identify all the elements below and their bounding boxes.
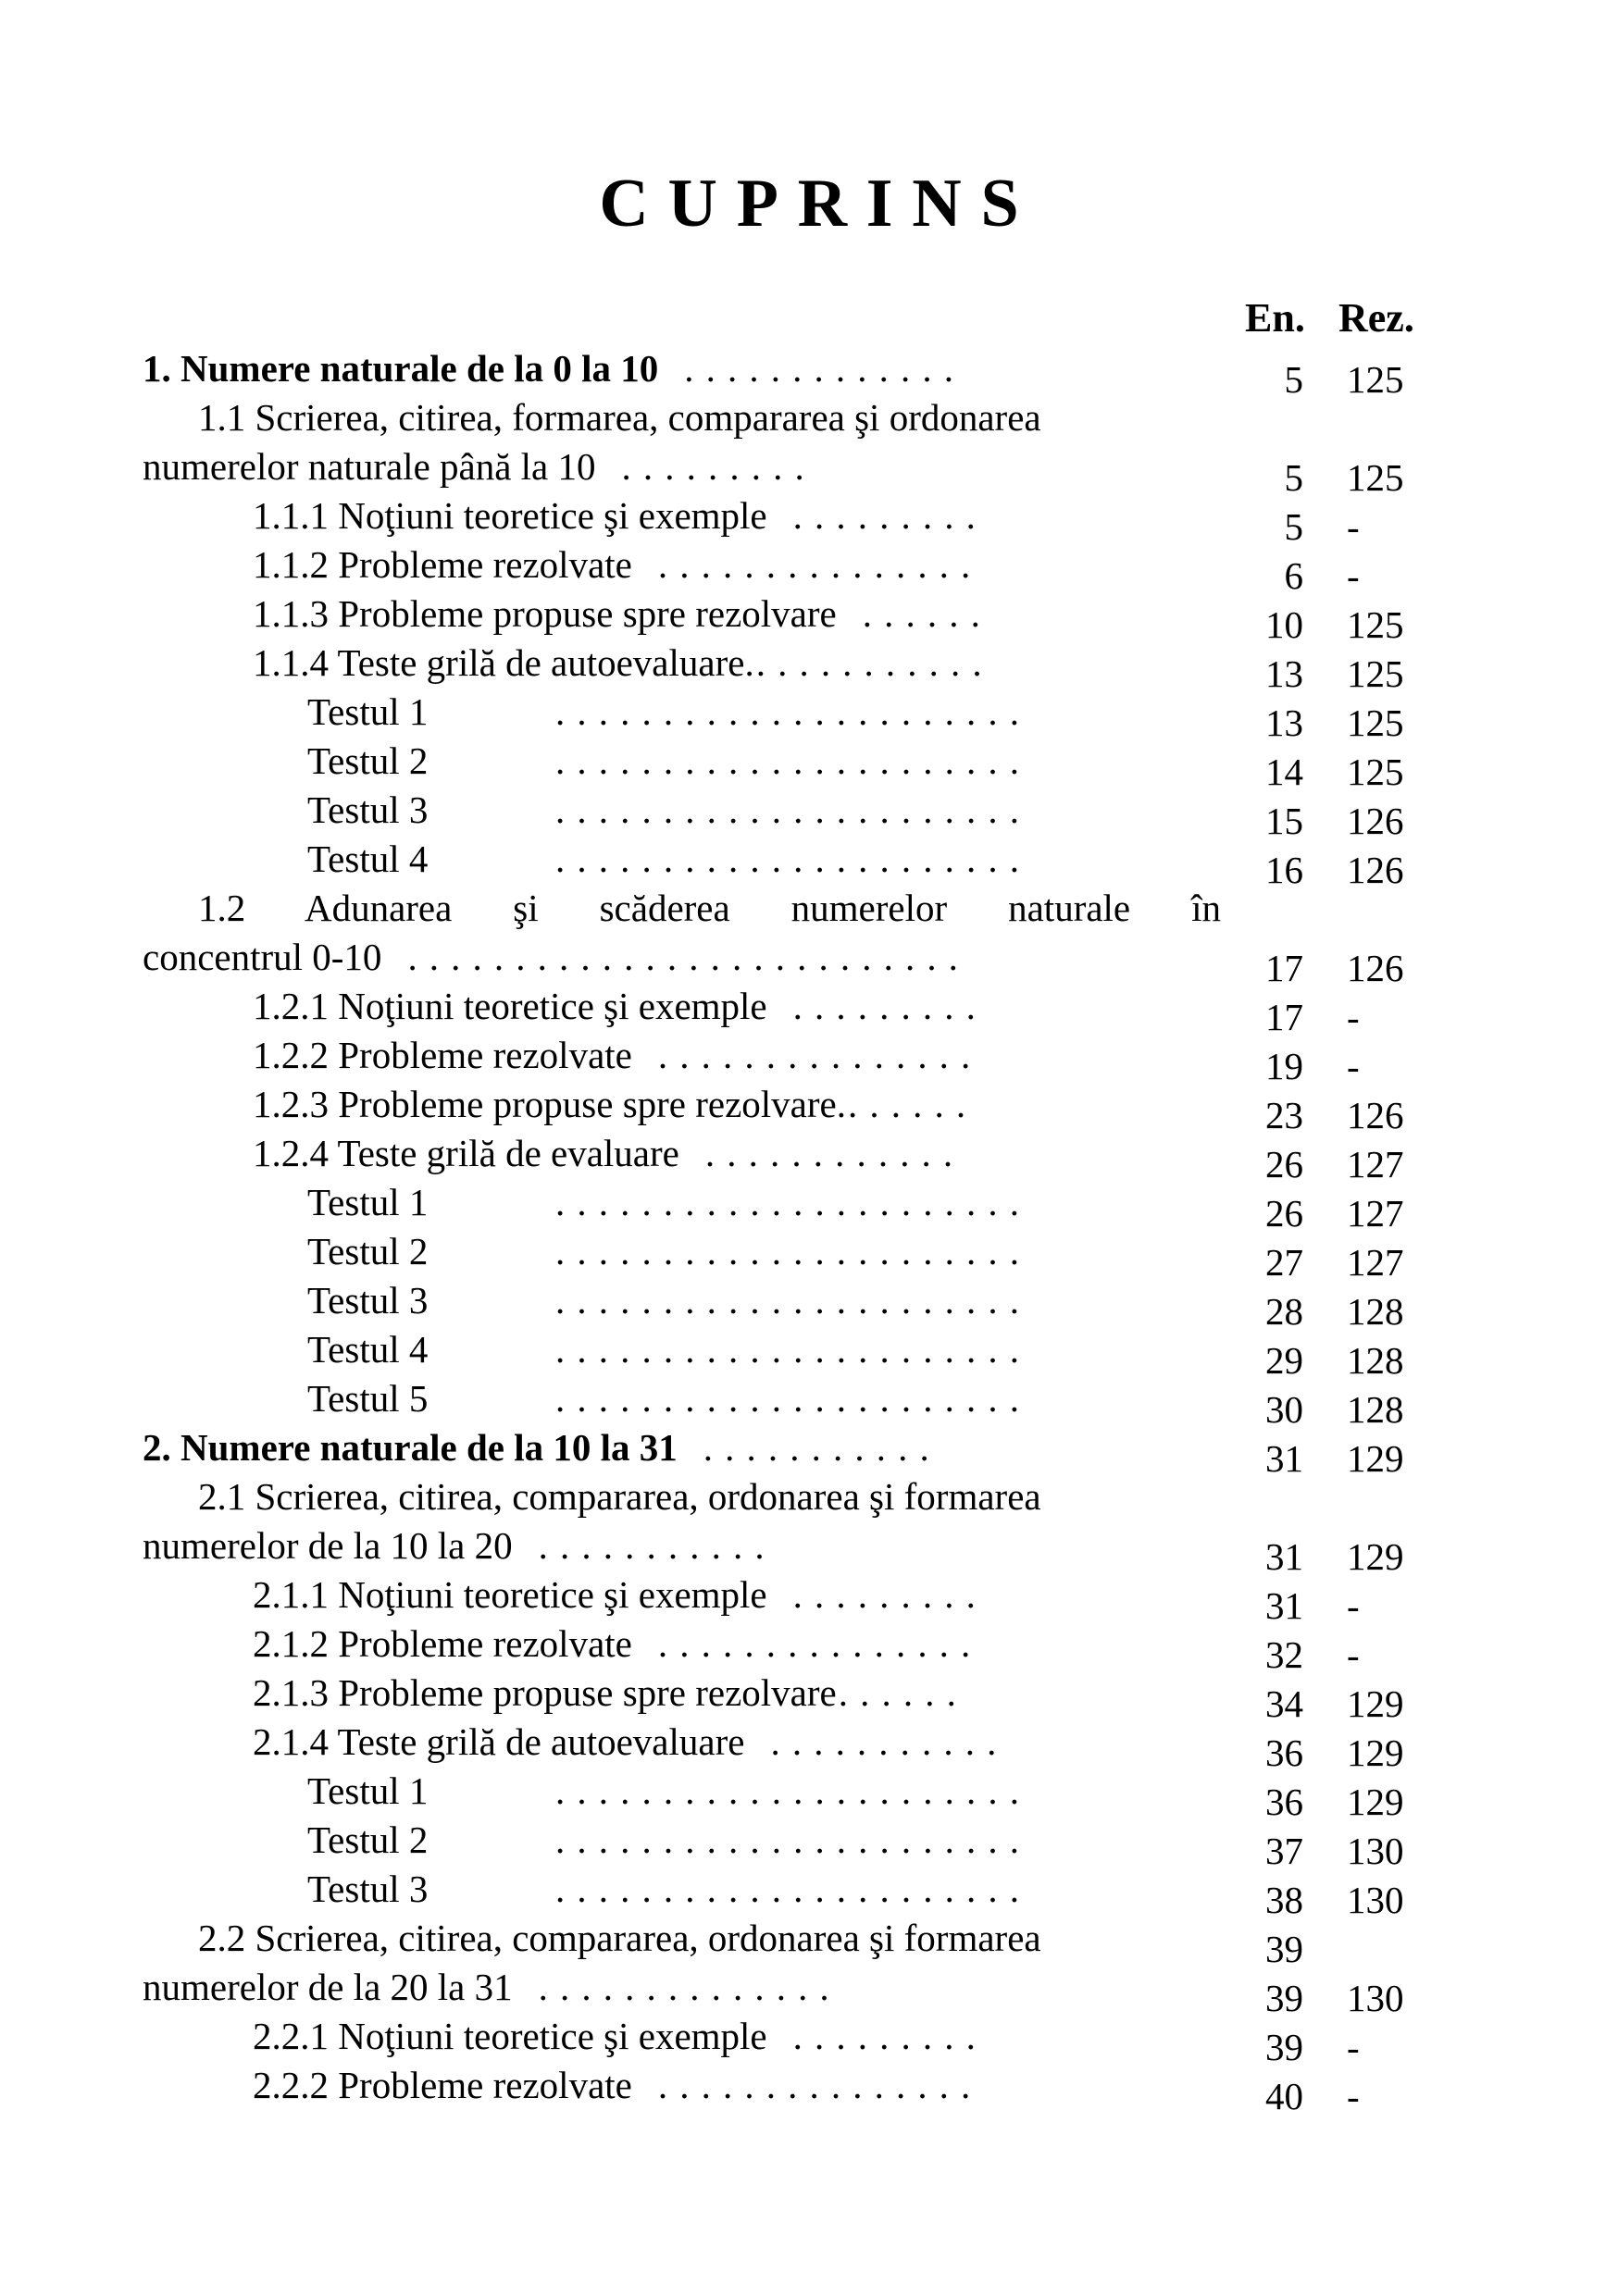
column-header-en: En.	[1245, 295, 1305, 341]
page-en: 34	[1265, 1682, 1303, 1725]
toc-entry	[143, 1423, 1438, 1480]
toc-entry-label: 2.1.3 Probleme propuse spre rezolvare	[253, 1671, 837, 1714]
toc-entry-label: Testul 1	[307, 1769, 429, 1812]
toc-entry-title	[307, 1816, 1031, 1865]
leader-dots: ......................	[555, 739, 1032, 782]
toc-entry	[143, 835, 1438, 891]
toc-entry	[143, 540, 1438, 597]
toc-entry-title	[307, 1374, 1031, 1423]
toc-entry	[143, 1767, 1438, 1823]
toc-entry-title	[143, 1423, 941, 1472]
page-rez: 125	[1347, 603, 1404, 646]
toc-entry-label: 2.1.2 Probleme rezolvate	[253, 1622, 632, 1665]
toc-entry-label: numerelor naturale până la 10	[143, 445, 596, 488]
toc-entry-label: 1.2.1 Noţiuni teoretice şi exemple	[253, 985, 767, 1027]
toc-entry-label: 1.1.4 Teste grilă de autoevaluare.	[253, 641, 754, 684]
toc-entry-label: 1.2.4 Teste grilă de evaluare	[253, 1132, 679, 1174]
page-rez: -	[1347, 1633, 1360, 1676]
toc-entry	[143, 1521, 1438, 1578]
toc-entry-label: 1.1.3 Probleme propuse spre rezolvare	[253, 592, 837, 635]
toc-entry-label: Testul 2	[307, 1230, 429, 1272]
toc-entry	[143, 1325, 1438, 1382]
toc-entry-title	[307, 1227, 1031, 1276]
page-en: 39	[1265, 1928, 1303, 1970]
toc-entry-label: Testul 2	[307, 1818, 429, 1861]
page-en: 16	[1265, 849, 1303, 891]
toc-entry-label: Testul 1	[307, 1181, 429, 1223]
toc-entry-title	[307, 1178, 1031, 1227]
toc-entry-label: Testul 5	[307, 1377, 429, 1420]
page-rez: 127	[1347, 1192, 1404, 1235]
toc-entry	[143, 2061, 1438, 2117]
page-rez: -	[1347, 505, 1360, 548]
page-en: 17	[1265, 947, 1303, 989]
leader-dots: ......................	[555, 788, 1032, 831]
toc-entry-title	[253, 1718, 1009, 1767]
toc-entry-title	[198, 1472, 1041, 1521]
page-rez: -	[1347, 1584, 1360, 1627]
toc-entry	[143, 491, 1438, 548]
page-rez: -	[1347, 554, 1360, 597]
page-rez: 129	[1347, 1781, 1404, 1823]
leader-dots: ......................	[555, 690, 1032, 733]
leader-dots: ...........	[538, 1524, 777, 1567]
page-rez: 129	[1347, 1731, 1404, 1774]
toc-entry-label: 1.2.3 Probleme propuse spre rezolvare.	[253, 1083, 846, 1125]
page-en: 13	[1265, 701, 1303, 744]
page-en: 14	[1265, 751, 1303, 793]
toc-entry-title	[198, 393, 1041, 442]
page-rez: 128	[1347, 1290, 1404, 1333]
page-rez: 126	[1347, 947, 1404, 989]
page-en: 30	[1265, 1388, 1303, 1431]
toc-entry	[143, 1718, 1438, 1774]
toc-entry-label: Testul 1	[307, 690, 429, 733]
table-of-contents	[143, 344, 1438, 2117]
toc-entry	[143, 1620, 1438, 1676]
toc-entry	[143, 344, 1438, 401]
page-en: 31	[1265, 1437, 1303, 1480]
page-rez: 129	[1347, 1682, 1404, 1725]
toc-entry	[143, 393, 1438, 442]
page-en: 5	[1284, 358, 1303, 401]
toc-entry	[143, 1472, 1438, 1521]
page-rez: 126	[1347, 800, 1404, 842]
toc-entry-title	[143, 344, 965, 393]
toc-entry-label: 1.1.2 Probleme rezolvate	[253, 543, 632, 586]
toc-entry-title	[253, 540, 982, 590]
leader-dots: ......	[838, 1671, 968, 1714]
toc-entry	[143, 1816, 1438, 1872]
toc-entry-label: concentrul 0-10	[143, 936, 382, 978]
toc-entry	[143, 1865, 1438, 1921]
toc-entry-title	[143, 933, 970, 982]
page-en: 40	[1265, 2075, 1303, 2117]
toc-entry	[143, 933, 1438, 989]
toc-entry-label: Testul 4	[307, 1328, 429, 1371]
toc-entry-label: 2.1.4 Teste grilă de autoevaluare	[253, 1720, 745, 1763]
toc-entry-label: 2.1 Scrierea, citirea, compararea, ordonarea şi formarea	[198, 1475, 1041, 1518]
leader-dots: ...............	[657, 1622, 983, 1665]
toc-entry-label: 2.2.2 Probleme rezolvate	[253, 2064, 632, 2106]
page-rez: 130	[1347, 1977, 1404, 2019]
page-rez: 130	[1347, 1879, 1404, 1921]
toc-entry-title	[253, 1570, 988, 1620]
page-en: 26	[1265, 1143, 1303, 1185]
toc-entry	[143, 639, 1438, 695]
leader-dots: ......................	[555, 1279, 1032, 1322]
leader-dots: .........	[792, 494, 988, 537]
toc-entry-label: Testul 3	[307, 1868, 429, 1910]
leader-dots: .........	[792, 1573, 988, 1616]
page-rez: -	[1347, 2026, 1360, 2068]
toc-entry-title	[307, 688, 1031, 737]
toc-entry-title	[307, 835, 1031, 884]
leader-dots: ......................	[555, 1868, 1032, 1910]
page-en: 5	[1284, 505, 1303, 548]
toc-entry-label: 1.1 Scrierea, citirea, formarea, compararea şi ordonarea	[198, 396, 1041, 439]
page-rez: -	[1347, 2075, 1360, 2117]
page-rez: 126	[1347, 1094, 1404, 1136]
toc-entry	[143, 884, 1438, 933]
toc-entry	[143, 590, 1438, 646]
page-en: 31	[1265, 1584, 1303, 1627]
toc-entry-title	[307, 786, 1031, 835]
toc-entry-title	[253, 982, 988, 1031]
page-en: 27	[1265, 1241, 1303, 1284]
toc-entry-label: 1. Numere naturale de la 0 la 10	[143, 347, 659, 390]
leader-dots: ......................	[555, 1377, 1032, 1420]
toc-entry-title	[253, 491, 988, 540]
toc-entry-title	[143, 1963, 841, 2012]
leader-dots: .........	[621, 445, 816, 488]
toc-entry-title	[198, 1914, 1041, 1963]
toc-entry-label: Testul 3	[307, 788, 429, 831]
toc-entry	[143, 1276, 1438, 1333]
toc-entry-title	[143, 442, 816, 491]
toc-entry-label: numerelor de la 10 la 20	[143, 1524, 513, 1567]
leader-dots: ......	[862, 592, 992, 635]
toc-entry-title	[253, 1080, 977, 1129]
toc-entry	[143, 1178, 1438, 1235]
page-en: 38	[1265, 1879, 1303, 1921]
page-en: 39	[1265, 2026, 1303, 2068]
toc-entry-label: 2.2 Scrierea, citirea, compararea, ordonarea şi formarea	[198, 1917, 1041, 1959]
toc-entry-title	[143, 1521, 777, 1570]
leader-dots: ...........	[770, 1720, 1009, 1763]
page-rez: 130	[1347, 1830, 1404, 1872]
page-rez: 129	[1347, 1437, 1404, 1480]
leader-dots: ......................	[555, 1818, 1032, 1861]
leader-dots: ......................	[555, 1181, 1032, 1223]
toc-entry-label: 1.2 Adunarea şi scăderea numerelor naturale în	[198, 887, 1221, 929]
toc-entry-title	[307, 737, 1031, 786]
toc-entry-title	[253, 639, 994, 688]
column-header-rez: Rez.	[1338, 295, 1414, 341]
page-rez: 128	[1347, 1339, 1404, 1382]
toc-entry-label: 2.2.1 Noţiuni teoretice şi exemple	[253, 2015, 767, 2057]
page-rez: 125	[1347, 652, 1404, 695]
leader-dots: ...........	[703, 1426, 941, 1469]
page-en: 15	[1265, 800, 1303, 842]
leader-dots: ...........	[755, 641, 994, 684]
toc-entry-label: 2.1.1 Noţiuni teoretice şi exemple	[253, 1573, 767, 1616]
toc-entry-label: 1.2.2 Probleme rezolvate	[253, 1034, 632, 1076]
leader-dots: .............	[684, 347, 966, 390]
toc-entry	[143, 1914, 1438, 1970]
page-rez: 127	[1347, 1143, 1404, 1185]
toc-entry-title	[253, 1031, 982, 1080]
toc-entry	[143, 1570, 1438, 1627]
page-en: 37	[1265, 1830, 1303, 1872]
page-en: 26	[1265, 1192, 1303, 1235]
toc-entry-title	[253, 1669, 968, 1718]
page-rez: -	[1347, 1045, 1360, 1087]
toc-entry	[143, 1080, 1438, 1136]
page-en: 5	[1284, 456, 1303, 499]
page-en: 29	[1265, 1339, 1303, 1382]
toc-entry	[143, 442, 1438, 499]
toc-entry-title	[253, 590, 992, 639]
toc-entry-title	[253, 2061, 982, 2110]
toc-entry-label: Testul 3	[307, 1279, 429, 1322]
page-en: 31	[1265, 1535, 1303, 1578]
toc-entry-label: 2. Numere naturale de la 10 la 31	[143, 1426, 678, 1469]
toc-entry	[143, 1374, 1438, 1431]
page-rez: 128	[1347, 1388, 1404, 1431]
toc-entry	[143, 1129, 1438, 1185]
toc-entry-title	[253, 2012, 988, 2061]
page-en: 36	[1265, 1781, 1303, 1823]
leader-dots: ......................	[555, 1230, 1032, 1272]
toc-entry	[143, 1963, 1438, 2019]
leader-dots: ......................	[555, 1769, 1032, 1812]
page-rez: 125	[1347, 358, 1404, 401]
toc-entry	[143, 982, 1438, 1038]
toc-entry-title	[198, 884, 1221, 933]
leader-dots: ...............	[657, 1034, 983, 1076]
leader-dots: .........	[792, 985, 988, 1027]
toc-entry-label: Testul 2	[307, 739, 429, 782]
page-en: 39	[1265, 1977, 1303, 2019]
toc-entry-title	[307, 1276, 1031, 1325]
toc-entry-title	[307, 1325, 1031, 1374]
page-rez: 125	[1347, 751, 1404, 793]
toc-entry-label: 1.1.1 Noţiuni teoretice şi exemple	[253, 494, 767, 537]
leader-dots: .........	[792, 2015, 988, 2057]
toc-entry-label: numerelor de la 20 la 31	[143, 1966, 513, 2008]
page-rez: 126	[1347, 849, 1404, 891]
page-en: 23	[1265, 1094, 1303, 1136]
page-title: CUPRINS	[599, 166, 1039, 242]
leader-dots: ......................	[555, 838, 1032, 880]
page-en: 6	[1284, 554, 1303, 597]
toc-entry	[143, 786, 1438, 842]
page-en: 32	[1265, 1633, 1303, 1676]
toc-entry-title	[307, 1865, 1031, 1914]
toc-entry	[143, 737, 1438, 793]
page-en: 13	[1265, 652, 1303, 695]
toc-entry	[143, 1227, 1438, 1284]
page-rez: 125	[1347, 701, 1404, 744]
page-en: 28	[1265, 1290, 1303, 1333]
leader-dots: ..............	[538, 1966, 841, 2008]
page-en: 17	[1265, 996, 1303, 1038]
page-en: 10	[1265, 603, 1303, 646]
leader-dots: ............	[704, 1132, 965, 1174]
page-rez: 125	[1347, 456, 1404, 499]
toc-entry-title	[253, 1620, 982, 1669]
page-rez: 129	[1347, 1535, 1404, 1578]
toc-entry-label: Testul 4	[307, 838, 429, 880]
toc-entry-title	[307, 1767, 1031, 1816]
leader-dots: ..........................	[407, 936, 971, 978]
page-en: 19	[1265, 1045, 1303, 1087]
page-rez: 127	[1347, 1241, 1404, 1284]
leader-dots: ......................	[555, 1328, 1032, 1371]
toc-entry-title	[253, 1129, 965, 1178]
toc-entry	[143, 1031, 1438, 1087]
leader-dots: ...............	[657, 543, 983, 586]
toc-entry	[143, 2012, 1438, 2068]
toc-entry	[143, 688, 1438, 744]
toc-entry	[143, 1669, 1438, 1725]
leader-dots: ......	[848, 1083, 978, 1125]
page-en: 36	[1265, 1731, 1303, 1774]
page-rez: -	[1347, 996, 1360, 1038]
leader-dots: ...............	[657, 2064, 983, 2106]
